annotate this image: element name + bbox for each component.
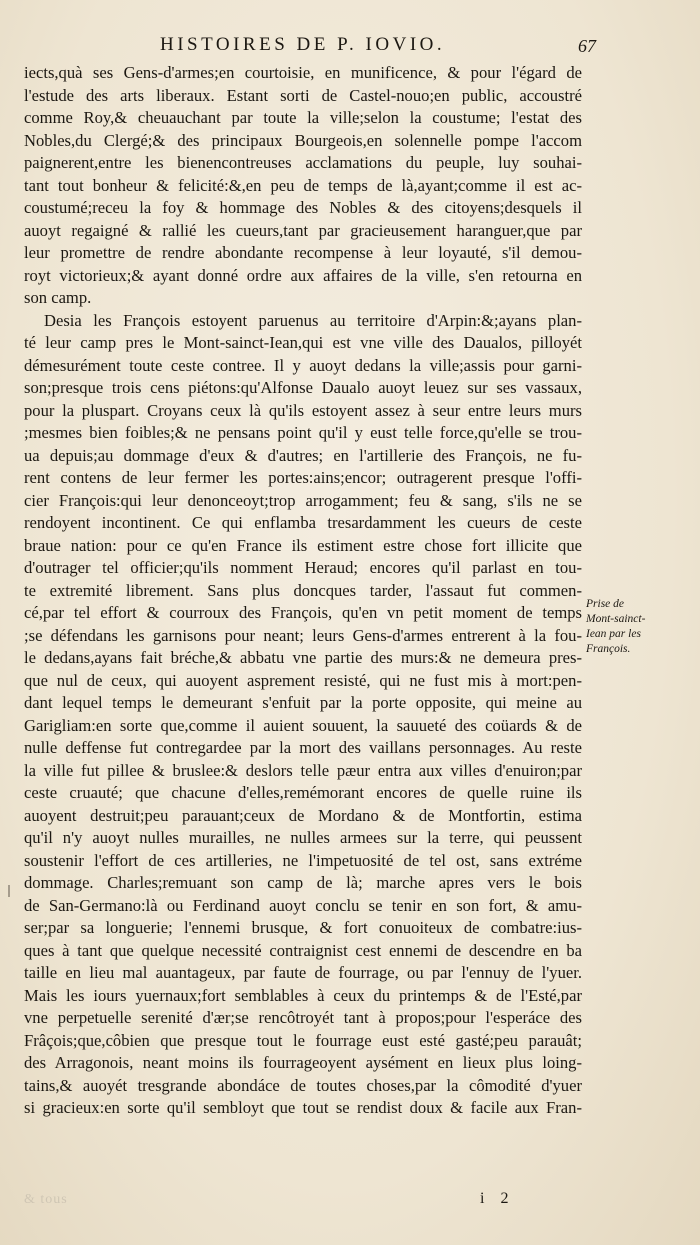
text-line: d'outrager tel officier;qu'ils nomment Heraud; encores qu'il parlast en tou-: [24, 558, 582, 577]
text-line: le dedans,ayans fait bréche,& abbatu vne partie des murs:& ne demeura pres-: [24, 648, 582, 667]
page-number: 67: [578, 36, 596, 56]
text-line: ;se défendans les garnisons pour neant; leurs Gens-d'armes entrerent à la fou-: [24, 625, 582, 645]
margin-note-line: Mont-sainct-: [586, 613, 646, 625]
text-line: Frâçois;que,côbien que presque tout le fourrage eust esté gasté;peu parauât;: [24, 1030, 582, 1050]
margin-tick-mark: [8, 885, 16, 897]
text-line: la ville fut pillee & bruslee:& deslors telle pæur entra aux villes d'enuiron;par: [24, 760, 582, 780]
text-line: ques à tant que quelque necessité contraignist cest ennemi de descendre en ba: [24, 940, 582, 960]
text-line: iects,quà ses Gens-d'armes;en courtoisie, en munificence, & pour l'égard de: [24, 63, 582, 82]
text-line: paignerent,entre les bienencontreuses acclamations du peuple, luy souhai-: [24, 153, 582, 172]
text-line: son;presque trois cens piétons:qu'Alfonse Daualo auoyt leuez sur ses vassaux,: [24, 378, 582, 397]
margin-note-line: Iean par les: [586, 628, 641, 640]
text-line: Garigliam:en sorte que,comme il auient souuent, la sauueté des coüards & de: [24, 715, 582, 735]
text-line: auoyent destruit;peu parauant;ceux de Mordano & de Montfortin, estima: [24, 805, 582, 825]
text-line: te extremité librement. Sans plus doncques tarder, l'assaut fut commen-: [24, 580, 582, 600]
text-line: rent contens de leur fermer les portes:ains;encor; outragerent presque l'offi-: [24, 468, 582, 487]
text-line: de San-Germano:là ou Ferdinand auoyt conclu se tenir en son fort, & amu-: [24, 895, 582, 915]
text-line: cé,par tel effort & courroux des François, qu'en vn petit moment de temps: [24, 603, 582, 622]
text-line: pour la pluspart. Croyans ceux là qu'ils estoyent assez à seur entre leurs murs: [24, 400, 582, 420]
text-line: Nobles,du Clergé;& des principaux Bourgeois,en solennelle pompe l'accom: [24, 130, 582, 150]
text-line: rendoyent incontinent. Ce qui enflamba tresardamment les cueurs de ceste: [24, 513, 582, 532]
text-line: dant lequel temps le demeurant s'enfuit par la porte opposite, qui meine au: [24, 693, 582, 712]
running-head: HISTOIRES DE P. IOVIO.: [160, 34, 446, 55]
text-line: qu'il n'y auoyt nulles murailles, ne nulles armees sur la terre, qui peussent: [24, 828, 582, 847]
text-line: braue nation: pour ce qu'en France ils estiment estre chose fort illicite que: [24, 535, 582, 555]
page-header: [0, 34, 700, 58]
text-line: [24, 1120, 582, 1143]
text-line: des Arragonois, neant moins ils fourrageoyent aysément en lieux plus loing-: [24, 1053, 582, 1072]
margin-note-line: Prise de: [586, 598, 625, 610]
margin-note: [586, 597, 690, 657]
text-line: ser;par sa longuerie; l'ennemi brusque, & fort conuoiteux de combatre:ius-: [24, 918, 582, 937]
text-line: Mais les iours yuernaux;fort semblables à ceux du printemps & de l'Esté,par: [24, 985, 582, 1005]
text-line: ;mesmes bien foibles;& ne pensans point qu'il y eust telle force,qu'elle se trou-: [24, 423, 582, 442]
text-line: démesurément toute ceste contree. Il y auoyt dedans la ville;assis pour garni-: [24, 355, 582, 375]
text-line: dommage. Charles;remuant son camp de là; marche apres vers le bois: [24, 873, 582, 892]
text-line: tant tout bonheur & felicité:&,en peu de temps de là,ayant;comme il est ac-: [24, 175, 582, 195]
text-line: soustenir l'effort de ces artilleries, ne l'impetuosité de tel ost, sans extréme: [24, 850, 582, 870]
text-line: ua depuis;au dommage d'eux & d'autres; en l'artillerie des François, ne fu-: [24, 445, 582, 465]
paragraph-start-line: Desia les François estoyent paruenus au territoire d'Arpin:&;ayans plan-: [44, 310, 582, 330]
text-line: cier François:qui leur denonceoyt;trop arrogamment; feu & sang, s'ils ne se: [24, 490, 582, 510]
margin-note-line: François.: [586, 643, 631, 655]
text-line: comme Roy,& cheuauchant par toute la ville;selon la coustume; l'estat des: [24, 108, 582, 127]
text-line: royt victorieux;& ayant donné ordre aux affaires de la ville, s'en retourna en: [24, 265, 582, 285]
text-line: l'estude des arts liberaux. Estant sorti de Castel-nouo;en public, accoustré: [24, 85, 582, 105]
text-line: auoyt regaigné & rallié les cueurs,tant par gracieusement haranguer,que par: [24, 220, 582, 240]
text-line: que nul de ceux, qui auoyent asprement resisté, qui ne fust mis à mort:pen-: [24, 670, 582, 690]
text-line: ceste cruauté; que chacune d'elles,remémorant encores de quelle ruine ils: [24, 783, 582, 802]
text-line: té leur camp pres le Mont-sainct-Iean,qui est vne ville des Daualos, pilloyét: [24, 333, 582, 352]
text-line: son camp.: [24, 288, 92, 307]
bleed-through-text: & tous: [24, 1192, 68, 1207]
text-line: tains,& auoyét tresgrande abondáce de toutes choses,par la cômodité d'yuer: [24, 1075, 582, 1095]
signature-mark: i 2: [480, 1190, 515, 1207]
text-line: nulle deffense fut contregardee par la mort des vaillans personnages. Au reste: [24, 738, 582, 757]
text-line: si gracieux:en sorte qu'il sembloyt que tout se rendist doux & facile aux Fran-: [24, 1098, 582, 1117]
text-line: coustumé;receu la foy & hommage des Nobles & des citoyens;desquels il: [24, 198, 582, 217]
text-line: vne perpetuelle serenité d'ær;se rencôtroyét tant à propos;pour l'esperáce des: [24, 1008, 582, 1027]
text-line: leur promettre de rendre abondante recompense à leur loyauté, s'il demou-: [24, 243, 582, 262]
text-line: taille en lieu mal auantageux, par faute de fourrage, ou par l'ennuy de l'yuer.: [24, 963, 582, 982]
